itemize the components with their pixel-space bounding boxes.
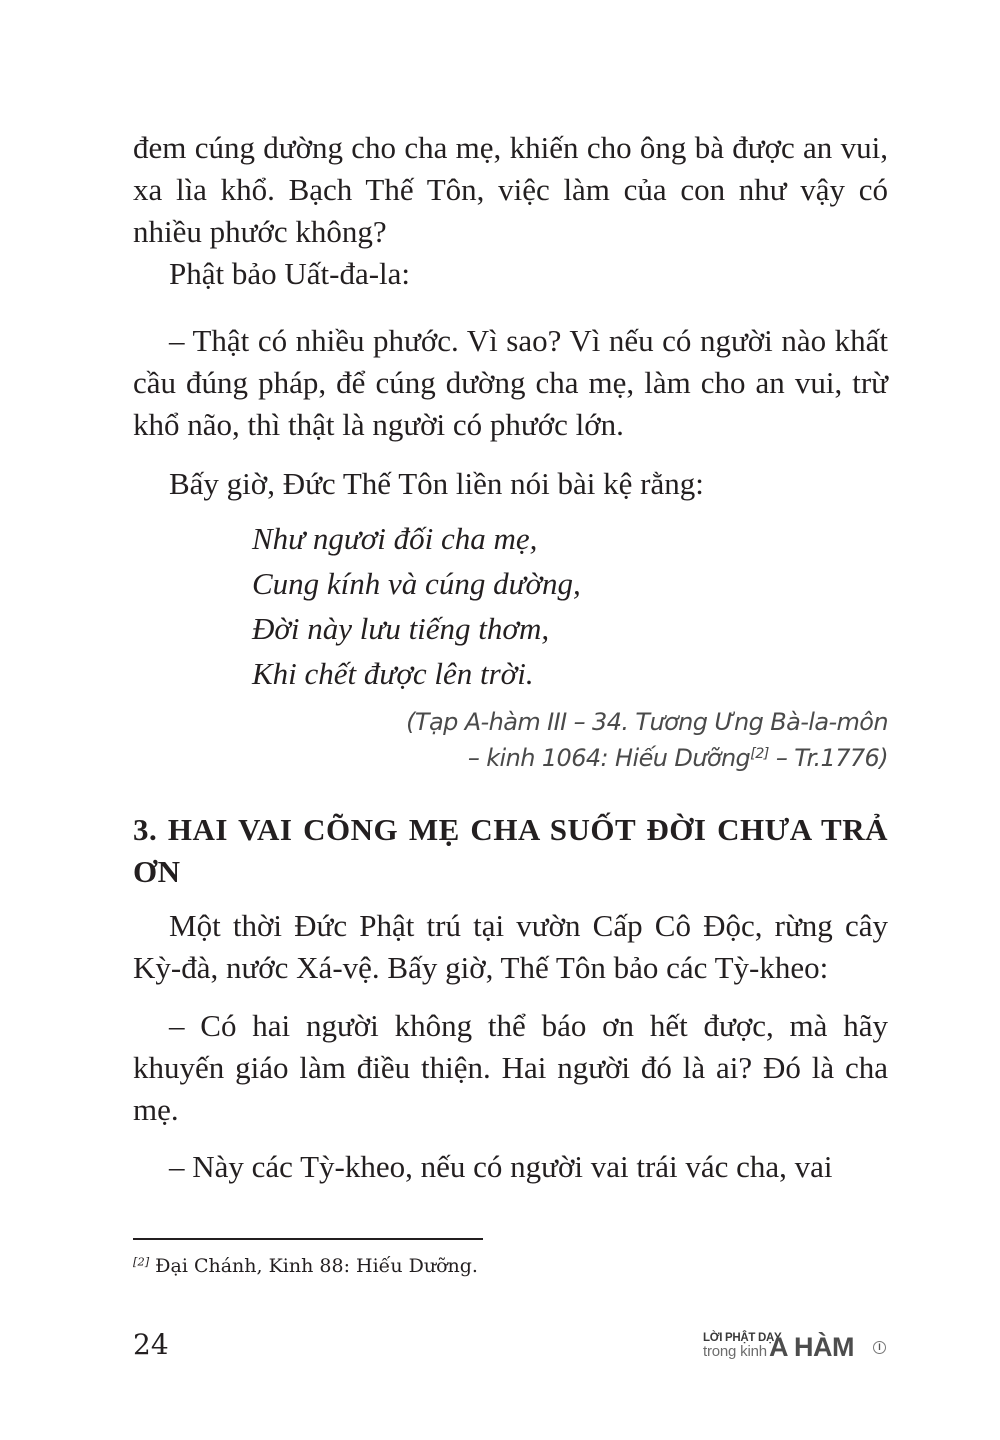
footnote <box>133 1255 478 1277</box>
citation-line-2 <box>406 740 888 776</box>
verse-line: Đời này lưu tiếng thơm, <box>252 611 550 646</box>
citation-line-1: (Tạp A-hàm III – 34. Tương Ưng Bà-la-môn <box>406 708 888 736</box>
book-brand-logo <box>703 1330 893 1366</box>
paragraph-bhikkhus: – Này các Tỳ-kheo, nếu có người vai trái vác cha, vai <box>169 1149 833 1184</box>
volume-circle-icon: I <box>873 1341 886 1354</box>
brand-line-1: LỜI PHẬT DẠY <box>703 1332 782 1344</box>
brand-title: A HÀM <box>769 1332 854 1362</box>
paragraph-continuation: đem cúng dường cho cha mẹ, khiến cho ông bà được an vui, xa lìa khổ. Bạch Thế Tôn, việc làm của con như vậy có nhiều phước không? <box>133 130 888 249</box>
citation-page: – Tr.1776) <box>768 744 888 772</box>
section-heading: 3. HAI VAI CÕNG MẸ CHA SUỐT ĐỜI CHƯA TRẢ ƠN <box>133 812 888 889</box>
paragraph-verse-intro: Bấy giờ, Đức Thế Tôn liền nói bài kệ rằng: <box>169 466 704 501</box>
paragraph-answer: – Thật có nhiều phước. Vì sao? Vì nếu có người nào khất cầu đúng pháp, để cúng dường cha mẹ, làm cho an vui, trừ khổ não, thì thật là người có phước lớn. <box>133 323 888 442</box>
citation-text: – kinh 1064: Hiếu Dưỡng <box>467 744 751 772</box>
brand-line-2: trong kinh <box>703 1343 767 1360</box>
verse-line: Khi chết được lên trời. <box>252 656 534 691</box>
verse-line: Như ngươi đối cha mẹ, <box>252 521 538 556</box>
page-number: 24 <box>133 1328 169 1361</box>
paragraph-two-people: – Có hai người không thể báo ơn hết được, mà hãy khuyến giáo làm điều thiện. Hai người đó là ai? Đó là cha mẹ. <box>133 1008 888 1127</box>
footnote-divider <box>133 1238 483 1240</box>
paragraph-buddha-speaks: Phật bảo Uất-đa-la: <box>169 256 411 291</box>
paragraph-setting: Một thời Đức Phật trú tại vườn Cấp Cô Độc, rừng cây Kỳ-đà, nước Xá-vệ. Bấy giờ, Thế Tôn bảo các Tỳ-kheo: <box>133 908 888 985</box>
footnote-marker: [2] <box>133 1254 150 1269</box>
footnote-reference[interactable]: [2] <box>750 746 769 763</box>
verse-line: Cung kính và cúng dường, <box>252 566 581 601</box>
footnote-text: Đại Chánh, Kinh 88: Hiếu Dưỡng. <box>149 1255 478 1277</box>
citation <box>406 704 888 776</box>
verse-block <box>252 516 581 696</box>
